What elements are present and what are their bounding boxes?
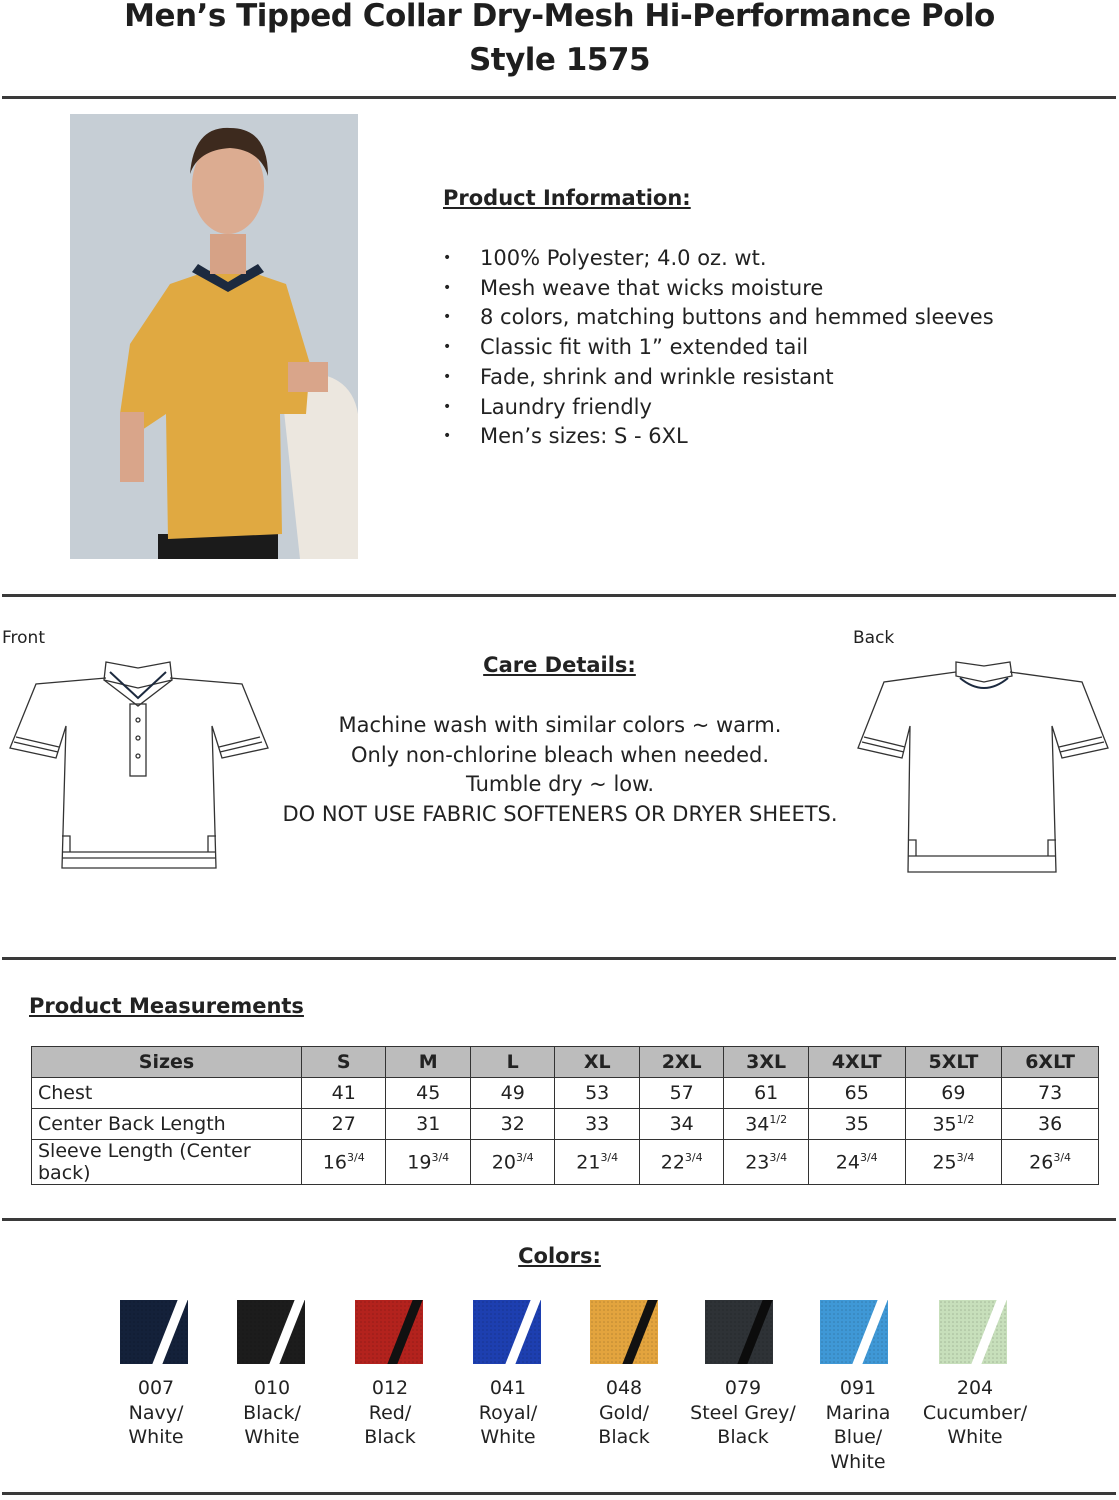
cell-fraction: 3/4 bbox=[431, 1150, 450, 1164]
cell-value: 34 bbox=[745, 1113, 770, 1136]
care-line: Machine wash with similar colors ~ warm. bbox=[338, 713, 782, 737]
color-swatch bbox=[939, 1300, 1007, 1364]
cell-value: 45 bbox=[416, 1082, 441, 1104]
color-line1: Navy/ bbox=[128, 1401, 184, 1424]
table-cell bbox=[808, 1078, 905, 1109]
list-item: • Classic fit with 1” extended tail bbox=[443, 333, 994, 363]
header-cell: XL bbox=[555, 1047, 639, 1078]
row-label: Chest bbox=[32, 1078, 302, 1109]
care-line: Tumble dry ~ low. bbox=[465, 772, 655, 797]
list-item: • 100% Polyester; 4.0 oz. wt. bbox=[443, 244, 994, 274]
color-line2: White bbox=[128, 1426, 184, 1448]
cell-value: 34 bbox=[669, 1113, 694, 1135]
cell-value: 31 bbox=[416, 1113, 441, 1135]
measurements-table bbox=[31, 1046, 1099, 1185]
colors-heading: Colors: bbox=[518, 1244, 601, 1268]
header-cell: M bbox=[386, 1047, 470, 1078]
divider bbox=[2, 957, 1116, 960]
cell-value: 49 bbox=[500, 1082, 525, 1104]
color-caption bbox=[803, 1376, 913, 1474]
cell-value: 21 bbox=[576, 1151, 601, 1174]
table-cell bbox=[905, 1109, 1002, 1140]
cell-value: 33 bbox=[585, 1113, 610, 1135]
cell-fraction: 3/4 bbox=[859, 1150, 878, 1164]
color-code: 012 bbox=[371, 1377, 409, 1399]
table-cell bbox=[302, 1140, 386, 1185]
cell-fraction: 3/4 bbox=[1053, 1150, 1072, 1164]
cell-value: 22 bbox=[660, 1151, 685, 1174]
color-swatch bbox=[820, 1300, 888, 1364]
cell-value: 19 bbox=[407, 1151, 432, 1174]
cell-fraction: 1/2 bbox=[956, 1112, 975, 1126]
cell-value: 73 bbox=[1038, 1082, 1063, 1104]
color-line1: Red/ bbox=[368, 1401, 412, 1424]
color-caption bbox=[569, 1376, 679, 1450]
color-swatch bbox=[355, 1300, 423, 1364]
row-label: Sleeve Length (Center back) bbox=[32, 1140, 302, 1185]
cell-fraction: 1/2 bbox=[769, 1112, 788, 1126]
row-label: Center Back Length bbox=[32, 1109, 302, 1140]
color-code: 079 bbox=[724, 1377, 762, 1399]
cell-fraction: 3/4 bbox=[684, 1150, 703, 1164]
table-cell bbox=[555, 1109, 639, 1140]
table-cell bbox=[905, 1078, 1002, 1109]
cell-value: 69 bbox=[941, 1082, 966, 1104]
table-cell bbox=[1002, 1109, 1099, 1140]
color-line2: White bbox=[480, 1426, 536, 1448]
list-item: • Men’s sizes: S - 6XL bbox=[443, 422, 994, 452]
table-cell bbox=[470, 1078, 554, 1109]
front-shirt-diagram bbox=[6, 658, 270, 876]
table-header-row bbox=[32, 1047, 1099, 1078]
header-cell: Sizes bbox=[32, 1047, 302, 1078]
table-cell bbox=[808, 1109, 905, 1140]
front-label: Front bbox=[2, 628, 45, 648]
table-cell bbox=[386, 1078, 470, 1109]
color-line2: White bbox=[830, 1450, 886, 1473]
color-line2: Black bbox=[598, 1426, 650, 1448]
color-code: 091 bbox=[839, 1377, 877, 1399]
care-text bbox=[250, 711, 870, 830]
list-item: • Fade, shrink and wrinkle resistant bbox=[443, 363, 994, 393]
header-cell: 4XLT bbox=[808, 1047, 905, 1078]
cell-value: 36 bbox=[1038, 1113, 1063, 1135]
cell-value: 27 bbox=[331, 1113, 356, 1135]
color-swatch bbox=[237, 1300, 305, 1364]
table-row bbox=[32, 1140, 1099, 1185]
color-swatch bbox=[705, 1300, 773, 1364]
color-caption bbox=[101, 1376, 211, 1450]
cell-fraction: 3/4 bbox=[600, 1150, 619, 1164]
cell-fraction: 3/4 bbox=[956, 1150, 975, 1164]
table-cell bbox=[724, 1140, 808, 1185]
cell-value: 35 bbox=[932, 1113, 957, 1136]
list-item: • Laundry friendly bbox=[443, 393, 994, 423]
color-line2: White bbox=[947, 1426, 1003, 1448]
cell-value: 24 bbox=[835, 1151, 860, 1174]
care-line: Only non-chlorine bleach when needed. bbox=[350, 742, 769, 767]
table-cell bbox=[808, 1140, 905, 1185]
cell-value: 32 bbox=[500, 1113, 525, 1135]
color-caption bbox=[453, 1376, 563, 1450]
color-line1: Cucumber/ bbox=[922, 1401, 1028, 1424]
table-cell bbox=[555, 1078, 639, 1109]
color-caption bbox=[920, 1376, 1030, 1450]
cell-fraction: 3/4 bbox=[769, 1150, 788, 1164]
color-line1: Black/ bbox=[243, 1401, 301, 1424]
table-cell bbox=[639, 1109, 723, 1140]
table-cell bbox=[724, 1109, 808, 1140]
table-cell bbox=[470, 1140, 554, 1185]
product-info-list bbox=[443, 244, 994, 452]
header-cell: S bbox=[302, 1047, 386, 1078]
style-number: Style 1575 bbox=[468, 42, 651, 78]
list-item: • Mesh weave that wicks moisture bbox=[443, 274, 994, 304]
color-swatch bbox=[120, 1300, 188, 1364]
cell-value: 57 bbox=[669, 1082, 694, 1104]
cell-fraction: 3/4 bbox=[346, 1150, 365, 1164]
header-cell: 3XL bbox=[724, 1047, 808, 1078]
table-cell bbox=[1002, 1140, 1099, 1185]
care-line: DO NOT USE FABRIC SOFTENERS OR DRYER SHEETS. bbox=[282, 802, 838, 827]
cell-value: 20 bbox=[491, 1151, 516, 1174]
back-shirt-diagram bbox=[856, 658, 1112, 876]
color-caption bbox=[335, 1376, 445, 1450]
table-cell bbox=[302, 1109, 386, 1140]
product-info-heading: Product Information: bbox=[443, 186, 691, 210]
table-cell bbox=[639, 1078, 723, 1109]
color-code: 048 bbox=[605, 1377, 643, 1399]
cell-fraction: 3/4 bbox=[515, 1150, 534, 1164]
header-cell: 5XLT bbox=[905, 1047, 1002, 1078]
color-swatch bbox=[590, 1300, 658, 1364]
table-cell bbox=[639, 1140, 723, 1185]
color-line1: Marina Blue/ bbox=[825, 1401, 891, 1448]
table-cell bbox=[470, 1109, 554, 1140]
color-code: 041 bbox=[489, 1377, 527, 1399]
table-cell bbox=[555, 1140, 639, 1185]
cell-value: 61 bbox=[754, 1082, 779, 1104]
back-label: Back bbox=[853, 628, 895, 648]
color-line1: Royal/ bbox=[478, 1401, 538, 1424]
page-title: Men’s Tipped Collar Dry-Mesh Hi-Performance Polo bbox=[124, 0, 995, 34]
color-code: 204 bbox=[956, 1377, 994, 1399]
cell-value: 53 bbox=[585, 1082, 610, 1104]
color-line2: White bbox=[244, 1426, 300, 1448]
header-cell: L bbox=[470, 1047, 554, 1078]
model-photo bbox=[70, 114, 358, 559]
table-row bbox=[32, 1109, 1099, 1140]
table-cell bbox=[386, 1140, 470, 1185]
table-cell bbox=[386, 1109, 470, 1140]
cell-value: 65 bbox=[844, 1082, 869, 1104]
cell-value: 25 bbox=[932, 1151, 957, 1174]
measurements-heading: Product Measurements bbox=[29, 994, 304, 1018]
table-row bbox=[32, 1078, 1099, 1109]
cell-value: 26 bbox=[1029, 1151, 1054, 1174]
cell-value: 35 bbox=[844, 1113, 869, 1135]
divider bbox=[2, 1492, 1116, 1495]
color-line2: Black bbox=[364, 1426, 416, 1448]
color-swatch bbox=[473, 1300, 541, 1364]
divider bbox=[2, 96, 1116, 99]
divider bbox=[2, 594, 1116, 597]
cell-value: 16 bbox=[322, 1151, 347, 1174]
cell-value: 23 bbox=[745, 1151, 770, 1174]
color-line1: Gold/ bbox=[598, 1401, 650, 1424]
list-item: • 8 colors, matching buttons and hemmed sleeves bbox=[443, 303, 994, 333]
care-heading: Care Details: bbox=[483, 653, 636, 677]
color-line2: Black bbox=[717, 1426, 769, 1448]
table-cell bbox=[905, 1140, 1002, 1185]
table-cell bbox=[1002, 1078, 1099, 1109]
color-caption bbox=[688, 1376, 798, 1450]
color-caption bbox=[217, 1376, 327, 1450]
color-code: 007 bbox=[137, 1377, 175, 1399]
divider bbox=[2, 1218, 1116, 1221]
color-line1: Steel Grey/ bbox=[690, 1401, 796, 1424]
table-cell bbox=[302, 1078, 386, 1109]
color-code: 010 bbox=[253, 1377, 291, 1399]
header-cell: 2XL bbox=[639, 1047, 723, 1078]
header-cell: 6XLT bbox=[1002, 1047, 1099, 1078]
cell-value: 41 bbox=[331, 1082, 356, 1104]
table-cell bbox=[724, 1078, 808, 1109]
